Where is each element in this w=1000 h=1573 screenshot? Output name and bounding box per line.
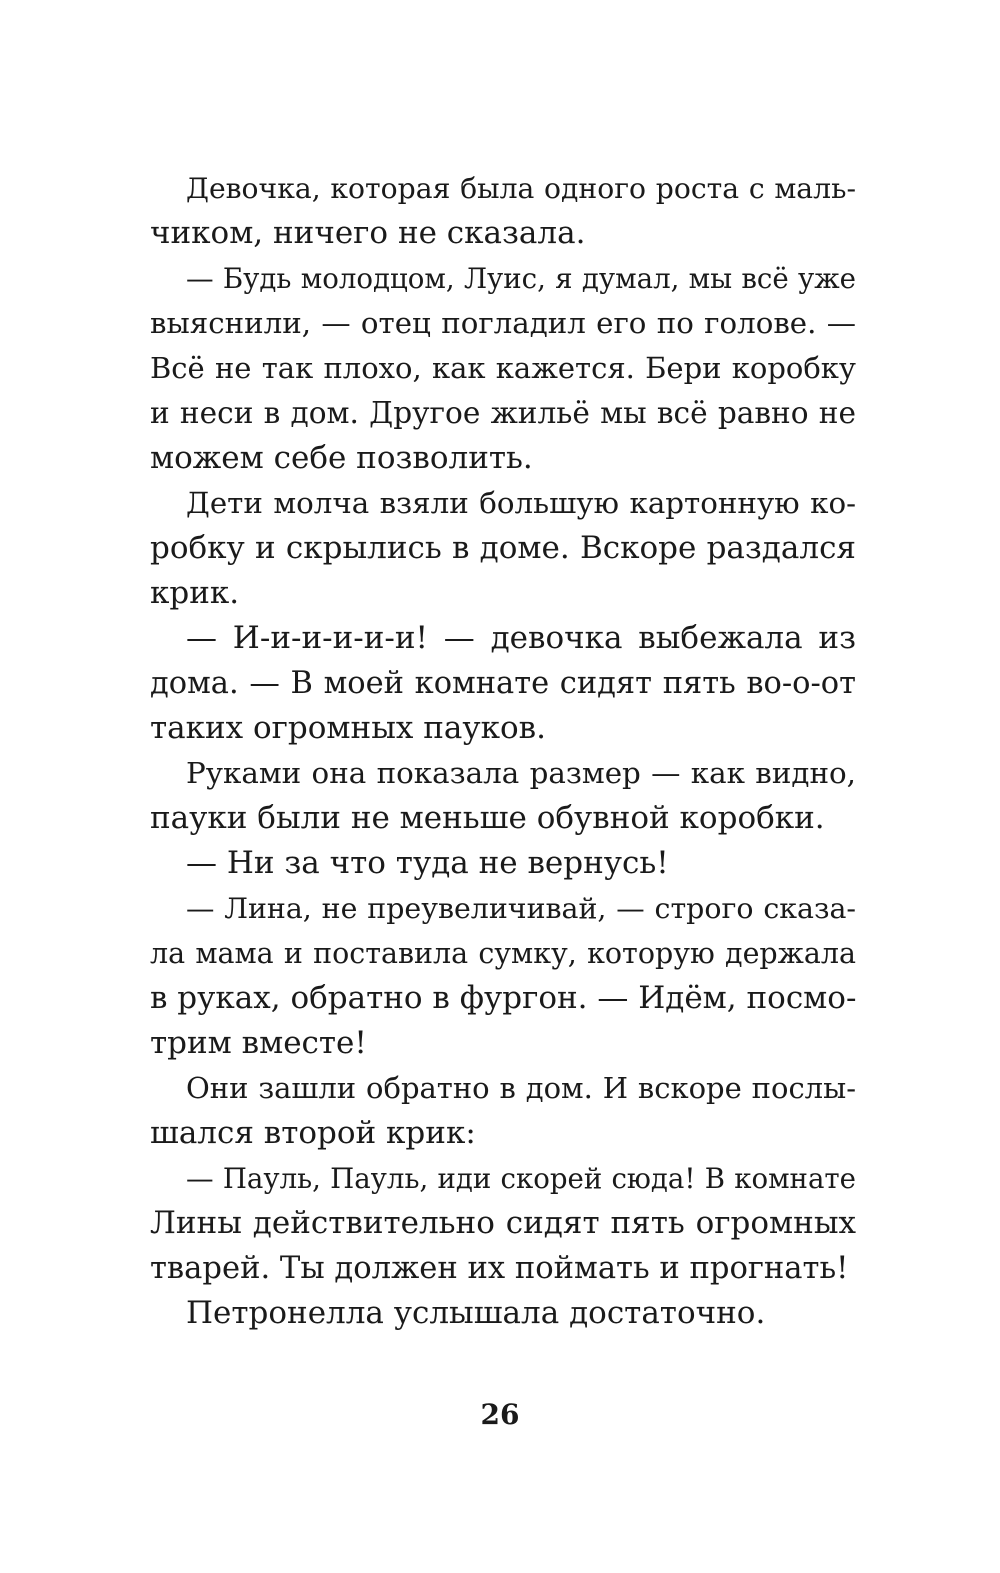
text-line: трим вместе! [150,1025,367,1061]
text-line: чиком, ничего не сказала. [150,215,586,251]
text-line: можем себе позволить. [150,440,533,476]
text-line: — Ни за что туда не вернусь! [186,845,669,881]
text-line: крик. [150,575,240,611]
text-line: таких огромных пауков. [150,710,546,746]
text-line: шался второй крик: [150,1115,476,1151]
text-line: пауки были не меньше обувной коробки. [150,800,825,836]
text-line: Петронелла услышала достаточно. [186,1295,766,1331]
text-line: Руками она показала размер — как видно, [186,756,856,790]
text-line: — Будь молодцом, Луис, я думал, мы всё уже [186,262,856,295]
text-line: и неси в дом. Другое жильё мы всё равно не [150,396,856,430]
text-line: в руках, обратно в фургон. — Идём, посмо- [150,980,857,1016]
text-line: Они зашли обратно в дом. И вскоре послы- [186,1071,856,1105]
text-line: Лины действительно сидят пять огромных [150,1205,856,1241]
text-line: — И-и-и-и-и-и! — девочка выбежала из [186,620,856,656]
text-line: тварей. Ты должен их поймать и прогнать! [150,1251,849,1286]
text-line: ла мама и поставила сумку, которую держала [150,937,856,970]
text-line: Девочка, которая была одного роста с маль- [186,172,856,205]
text-line: дома. — В моей комнате сидят пять во-о-от [150,666,856,701]
text-line: — Лина, не преувеличивай, — строго сказа- [186,892,856,925]
text-line: — Пауль, Пауль, иди скорей сюда! В комнате [186,1162,856,1195]
text-line: выяснили, — отец погладил его по голове. — [150,306,856,340]
text-line: Дети молча взяли большую картонную ко- [186,486,856,520]
body-text [150,166,856,1336]
text-line: Всё не так плохо, как кажется. Бери коробку [150,351,856,385]
page-number: 26 [480,1398,520,1431]
text-line: робку и скрылись в доме. Вскоре раздался [150,530,856,566]
